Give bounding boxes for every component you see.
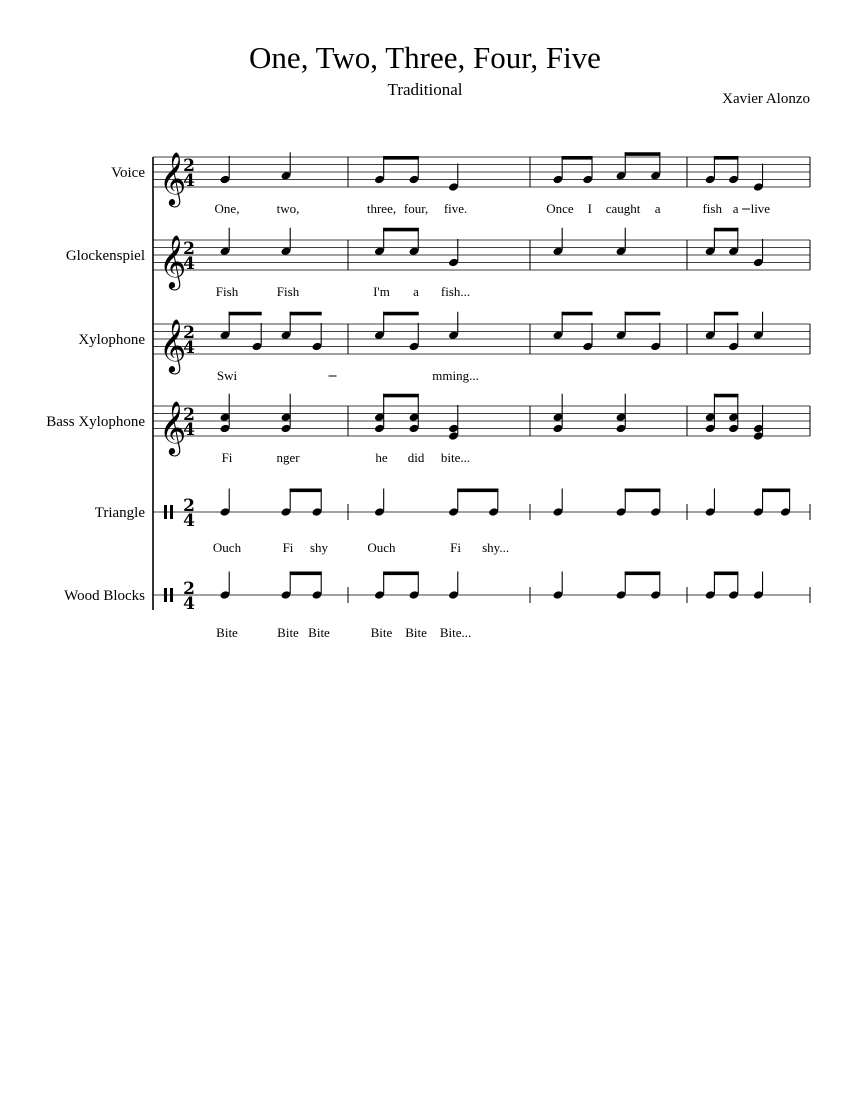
percussion-clef-bar (170, 505, 173, 519)
lyric-syllable: a (732, 201, 739, 216)
lyric-syllable: Bite (277, 625, 299, 640)
lyric-syllable: live (750, 201, 771, 216)
beam (290, 489, 322, 493)
lyric-syllable: two, (276, 201, 300, 216)
time-signature-bottom: 4 (183, 511, 195, 531)
percussion-clef-bar (164, 505, 167, 519)
lyric-syllable: he (375, 450, 388, 465)
instrument-name: Bass Xylophone (46, 414, 145, 430)
beam (762, 489, 790, 493)
time-signature-top: 2 (183, 156, 195, 176)
lyric-syllable: nger (276, 450, 300, 465)
staff-voice (111, 151, 810, 216)
treble-clef: 𝄞 (159, 400, 187, 454)
time-signature-bottom: 4 (183, 420, 195, 440)
lyric-syllable: did (407, 450, 425, 465)
lyric-syllable: One, (214, 201, 240, 216)
beam (383, 156, 419, 160)
time-signature-bottom: 4 (183, 594, 195, 614)
staff-triangle (95, 489, 810, 556)
beam (290, 572, 322, 576)
lyric-syllable: Once (546, 201, 574, 216)
lyric-syllable: Bite (216, 625, 238, 640)
instrument-name: Wood Blocks (64, 588, 145, 604)
lyric-syllable: shy... (482, 540, 510, 555)
treble-clef: 𝄞 (159, 151, 187, 205)
beam (714, 572, 738, 576)
score-title: One, Two, Three, Four, Five (249, 40, 601, 75)
beam (625, 572, 661, 576)
staff-glockenspiel (66, 228, 810, 299)
beam (714, 312, 738, 316)
lyric-syllable: four, (403, 201, 429, 216)
time-signature-top: 2 (183, 496, 195, 516)
score-subtitle: Traditional (387, 80, 463, 99)
instrument-name: Voice (111, 165, 145, 181)
time-signature-top: 2 (183, 579, 195, 599)
lyric-syllable: bite... (440, 450, 471, 465)
lyric-syllable: Fish (276, 284, 300, 299)
beam (457, 489, 498, 493)
instrument-name: Xylophone (78, 332, 145, 348)
time-signature-top: 2 (183, 239, 195, 259)
beam (383, 228, 419, 232)
staff-xylophone (78, 312, 810, 383)
lyric-syllable: a (654, 201, 661, 216)
lyric-syllable: Fi (282, 540, 294, 555)
lyric-syllable: Bite (370, 625, 393, 640)
lyric-syllable: mming... (432, 368, 479, 383)
lyric-syllable: fish (702, 201, 722, 216)
lyric-syllable: fish... (440, 284, 471, 299)
lyric-syllable: three, (366, 201, 397, 216)
staff-bass-xylophone (46, 394, 810, 465)
instrument-name: Glockenspiel (65, 248, 145, 264)
lyric-syllable: five. (443, 201, 468, 216)
lyric-syllable: Fish (215, 284, 239, 299)
lyric-syllable: caught (605, 201, 641, 216)
lyric-syllable: Fi (450, 540, 461, 555)
instrument-name: Triangle (94, 505, 145, 521)
beam (562, 312, 593, 316)
time-signature-bottom: 4 (183, 254, 195, 274)
lyric-syllable: shy (309, 540, 329, 555)
time-signature-top: 2 (183, 405, 195, 425)
lyric-syllable: Bite (308, 625, 330, 640)
lyric-syllable: a (413, 284, 419, 299)
treble-clef: 𝄞 (159, 234, 187, 288)
lyric-syllable: I (587, 201, 592, 216)
lyric-syllable: Ouch (212, 540, 242, 555)
beam (229, 312, 262, 316)
beam (562, 156, 593, 160)
lyric-syllable: Bite (405, 625, 427, 640)
beam (714, 156, 738, 160)
beam (625, 152, 661, 156)
time-signature-top: 2 (183, 323, 195, 343)
percussion-clef-bar (170, 588, 173, 602)
lyric-syllable: Ouch (367, 540, 396, 555)
lyric-syllable: I'm (373, 284, 390, 299)
beam (383, 572, 419, 576)
treble-clef: 𝄞 (159, 318, 187, 372)
beam (714, 228, 738, 232)
time-signature-bottom: 4 (183, 338, 195, 358)
percussion-clef-bar (164, 588, 167, 602)
beam (625, 489, 661, 493)
beam (383, 394, 419, 398)
lyric-syllable: Swi (216, 368, 238, 383)
beam (383, 312, 419, 316)
time-signature-bottom: 4 (183, 171, 195, 191)
beam (290, 312, 322, 316)
beam (625, 312, 661, 316)
staff-wood-blocks (64, 572, 810, 641)
lyric-syllable: Fi (221, 450, 233, 465)
beam (714, 394, 738, 398)
lyric-syllable: Bite... (439, 625, 472, 640)
composer-name: Xavier Alonzo (722, 91, 810, 107)
